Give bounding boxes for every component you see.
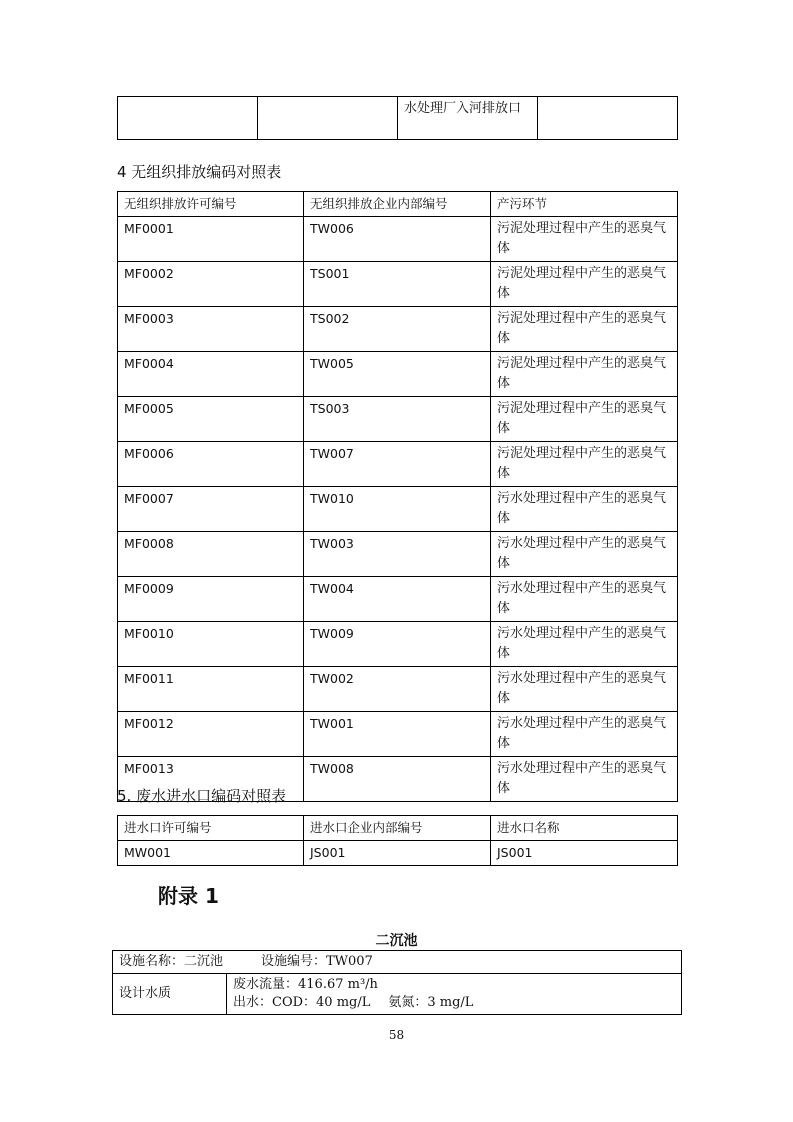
fugitive-emission-table (117, 191, 678, 802)
table-cell: TW001 (304, 712, 491, 757)
table-row (118, 397, 678, 442)
column-header: 进水口许可编号 (118, 816, 304, 841)
table-row (118, 262, 678, 307)
table-cell: MF0005 (118, 397, 304, 442)
table-cell: 污泥处理过程中产生的恶臭气体 (491, 217, 678, 262)
table-cell (227, 974, 682, 1015)
table-row (118, 442, 678, 487)
water-inlet-table (117, 815, 678, 866)
table-cell: TW008 (304, 757, 491, 802)
page-number: 58 (388, 1028, 405, 1042)
table-cell: TW009 (304, 622, 491, 667)
column-header: 无组织排放许可编号 (118, 192, 304, 217)
table-row (118, 841, 678, 866)
continuation-table (117, 96, 678, 140)
table-cell: 设计水质 (113, 974, 227, 1015)
table-cell: MF0010 (118, 622, 304, 667)
table-row (118, 577, 678, 622)
table-cell: MF0013 (118, 757, 304, 802)
table-cell: 污泥处理过程中产生的恶臭气体 (491, 262, 678, 307)
column-header: 进水口企业内部编号 (304, 816, 491, 841)
table-cell: TW003 (304, 532, 491, 577)
table-cell: TW004 (304, 577, 491, 622)
facility-name: 设施名称：二沉池 (119, 954, 224, 969)
table-cell: 污水处理过程中产生的恶臭气体 (491, 622, 678, 667)
table-cell: MF0003 (118, 307, 304, 352)
table-cell: MF0006 (118, 442, 304, 487)
table-row (118, 712, 678, 757)
table-row (118, 97, 678, 140)
table-cell: TW002 (304, 667, 491, 712)
table-cell (118, 97, 258, 140)
table-cell: MW001 (118, 841, 304, 866)
outlet-quality (233, 994, 675, 1012)
table-cell: 污泥处理过程中产生的恶臭气体 (491, 397, 678, 442)
table-cell: MF0011 (118, 667, 304, 712)
table-row (118, 667, 678, 712)
column-header: 无组织排放企业内部编号 (304, 192, 491, 217)
table-cell: 污水处理过程中产生的恶臭气体 (491, 532, 678, 577)
table-header-row (118, 816, 678, 841)
table-cell: TW006 (304, 217, 491, 262)
table-row (118, 217, 678, 262)
facility-title: 二沉池 (375, 933, 418, 949)
table-cell: MF0009 (118, 577, 304, 622)
table-cell: 污水处理过程中产生的恶臭气体 (491, 667, 678, 712)
table-cell: 污水处理过程中产生的恶臭气体 (491, 757, 678, 802)
table-cell: 污水处理过程中产生的恶臭气体 (491, 577, 678, 622)
table-row (118, 487, 678, 532)
table-cell: TS001 (304, 262, 491, 307)
ammonia-value: 氨氮：3 mg/L (388, 995, 474, 1010)
facility-code: 设施编号：TW007 (261, 954, 373, 969)
table-cell: 污泥处理过程中产生的恶臭气体 (491, 442, 678, 487)
appendix-title: 附录 1 (158, 884, 219, 908)
table-header-row (118, 192, 678, 217)
section-4-title: 4 无组织排放编码对照表 (117, 163, 282, 181)
table-row (118, 622, 678, 667)
column-header: 产污环节 (491, 192, 678, 217)
table-cell: TW007 (304, 442, 491, 487)
table-cell: JS001 (491, 841, 678, 866)
table-cell (258, 97, 398, 140)
table-cell: JS001 (304, 841, 491, 866)
section-5-title: 5. 废水进水口编码对照表 (117, 787, 287, 805)
table-cell: 污泥处理过程中产生的恶臭气体 (491, 307, 678, 352)
column-header: 进水口名称 (491, 816, 678, 841)
table-cell: TS002 (304, 307, 491, 352)
table-cell: MF0004 (118, 352, 304, 397)
facility-table (112, 950, 682, 1015)
table-cell: 污泥处理过程中产生的恶臭气体 (491, 352, 678, 397)
table-cell: MF0012 (118, 712, 304, 757)
table-row (118, 532, 678, 577)
table-cell: MF0001 (118, 217, 304, 262)
cod-value: 出水：COD：40 mg/L (233, 995, 371, 1010)
table-cell: TW005 (304, 352, 491, 397)
table-row (118, 307, 678, 352)
table-cell (113, 951, 682, 974)
table-cell: MF0007 (118, 487, 304, 532)
table-cell: 污水处理过程中产生的恶臭气体 (491, 712, 678, 757)
table-row (113, 951, 682, 974)
table-row (113, 974, 682, 1015)
table-cell (538, 97, 678, 140)
table-cell: TW010 (304, 487, 491, 532)
table-cell: MF0008 (118, 532, 304, 577)
table-cell: 水处理厂入河排放口 (398, 97, 538, 140)
table-cell: 污水处理过程中产生的恶臭气体 (491, 487, 678, 532)
table-row (118, 352, 678, 397)
table-cell: MF0002 (118, 262, 304, 307)
table-cell: TS003 (304, 397, 491, 442)
flow-value: 废水流量：416.67 m³/h (233, 977, 378, 992)
